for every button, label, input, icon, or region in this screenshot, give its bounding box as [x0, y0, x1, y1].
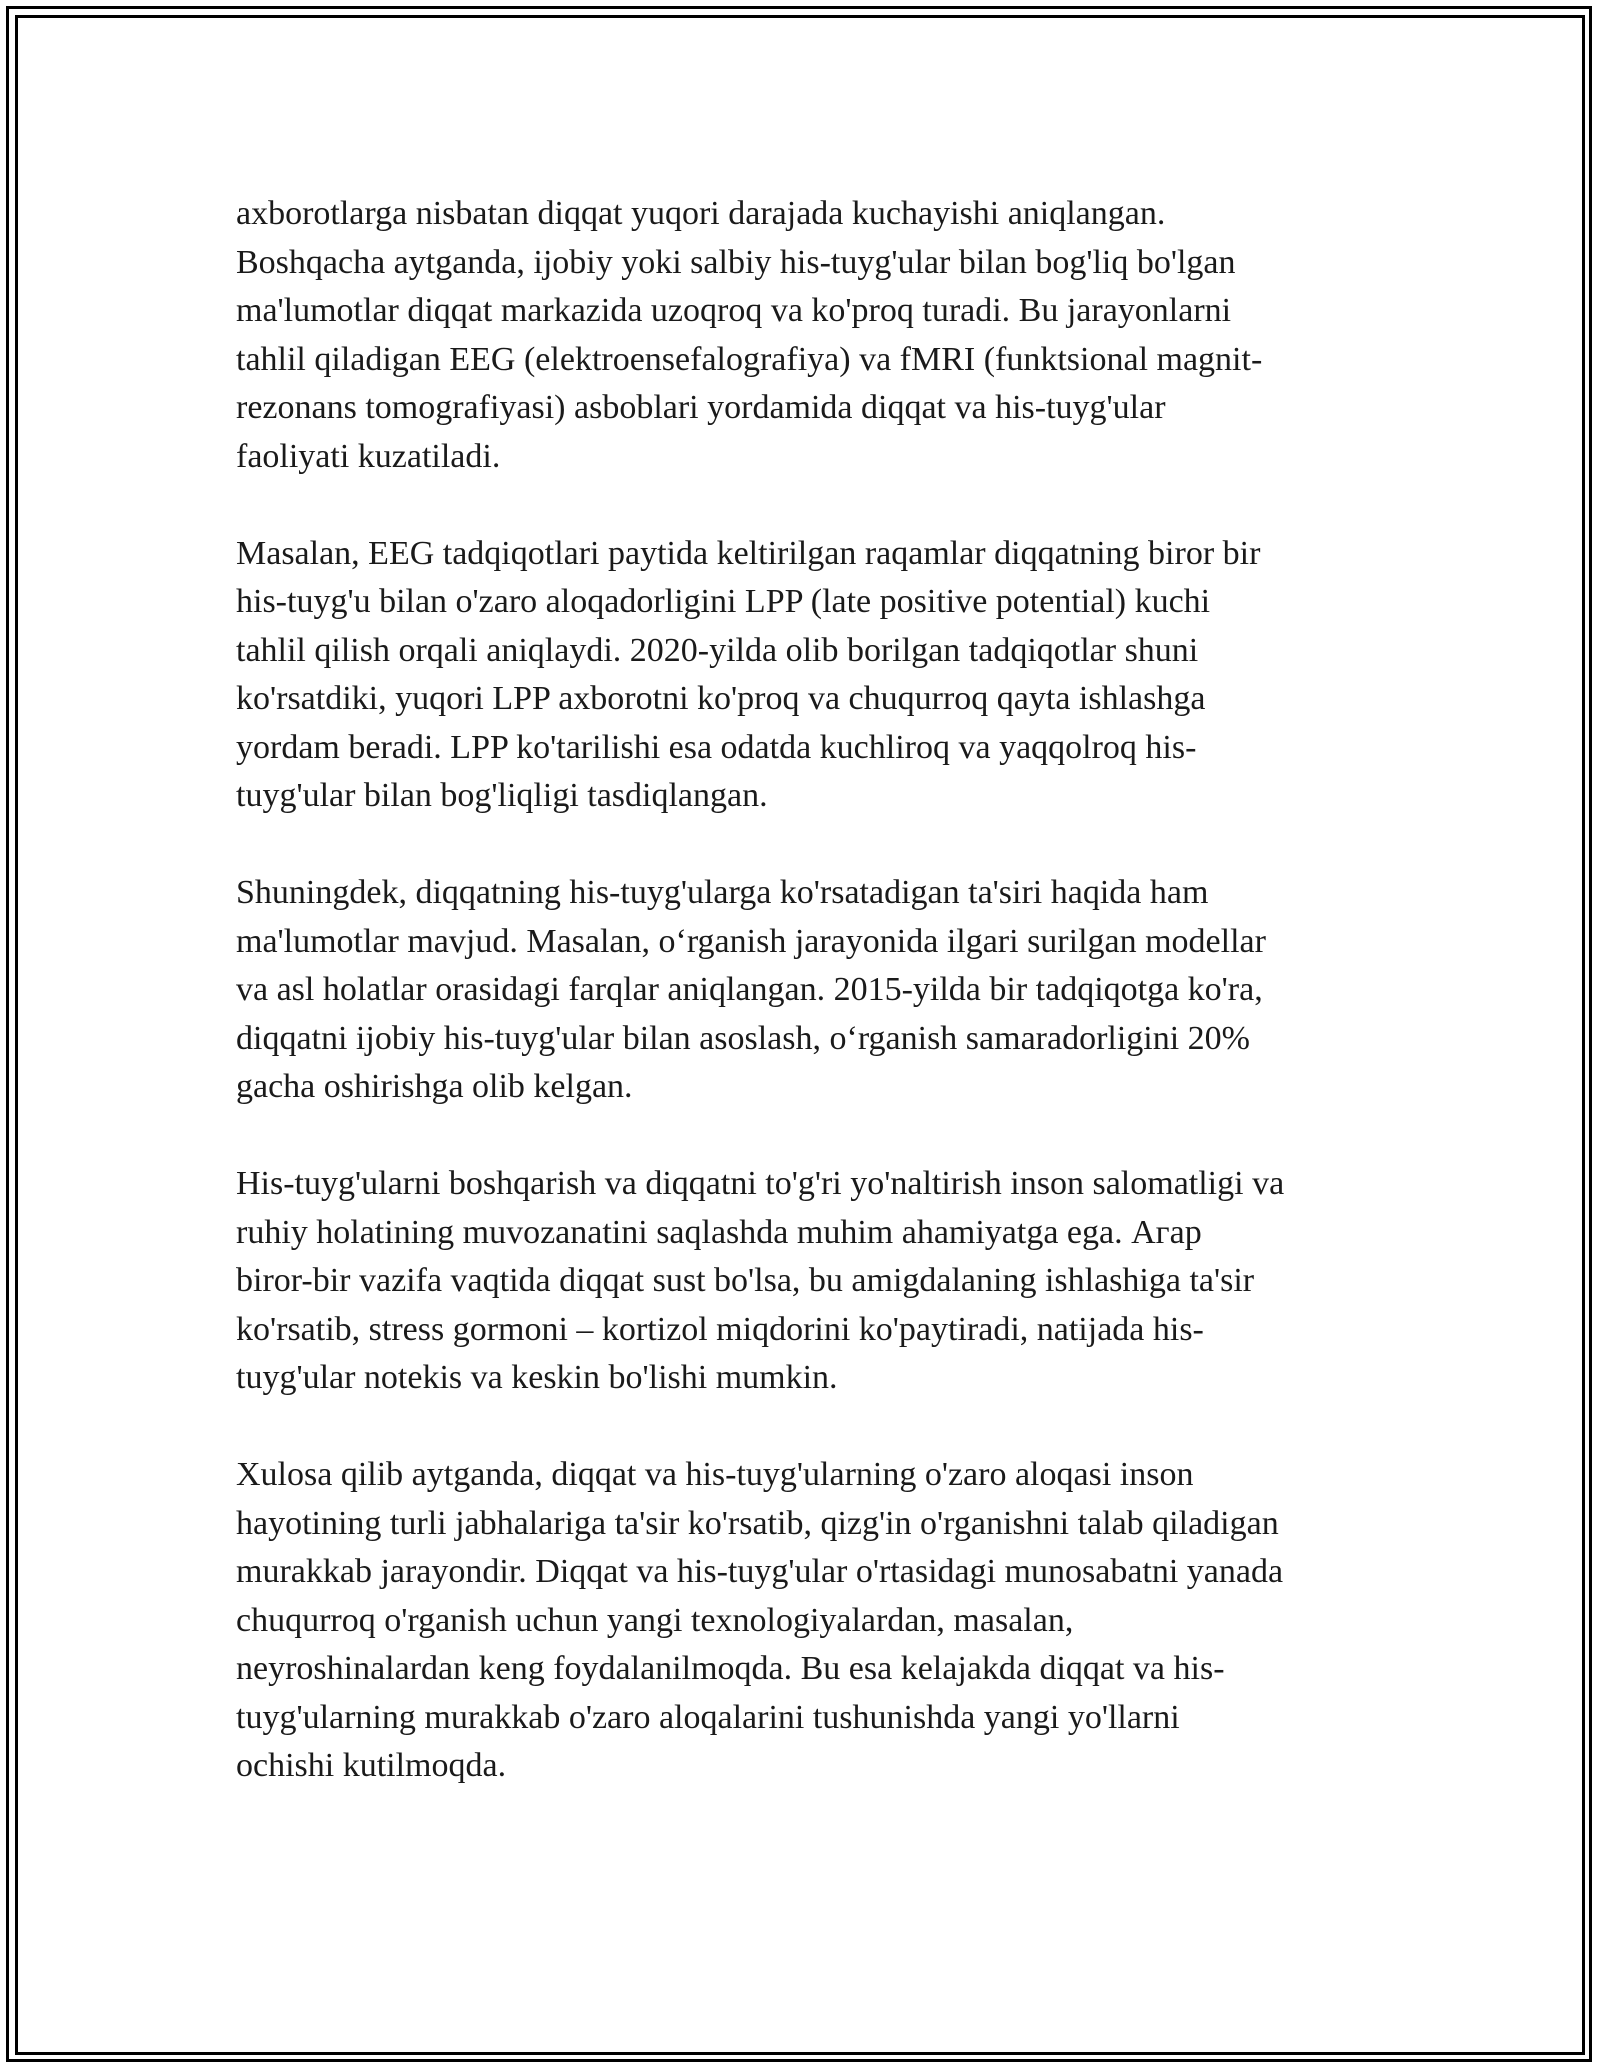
- paragraph-3: Shuningdek, diqqatning his-tuyg'ularga ko'rsatadigan ta'siri haqida ham ma'lumotlar mavjud. Masalan, o‘rganish jarayonida ilgari surilgan modellar va asl holatlar orasidagi farqlar aniqlangan. 2015-yilda bir tadqiqotga ko'ra, diqqatni ijobiy his-tuyg'ular bilan asoslash, o‘rganish samaradorligini 20% gacha oshirishga olib kelgan.: [236, 874, 1266, 1105]
- paragraph-5: Xulosa qilib aytganda, diqqat va his-tuyg'ularning o'zaro aloqasi inson hayotining turli jabhalariga ta'sir ko'rsatib, qizg'in o'rganishni talab qiladigan murakkab jarayondir. Diqqat va his-tuyg'ular o'rtasidagi munosabatni yanada chuqurroq o'rganish uchun yangi texnologiyalardan, masalan, neyroshinalardan keng foydalanilmoqda. Bu esa kelajakda diqqat va his- tuyg'ularning murakkab o'zaro aloqalarini tushunishda yangi yo'llarni ochishi kutilmoqda.: [236, 1456, 1284, 1784]
- paragraph-4: His-tuyg'ularni boshqarish va diqqatni to'g'ri yo'naltirish inson salomatligi va ruhiy holatining muvozanatini saqlashda muhim ahamiyatga ega. Агар biror-bir vazifa vaqtida diqqat sust bo'lsa, bu amigdalaning ishlashiga ta'sir ko'rsatib, stress gormoni – kortizol miqdorini ko'paytiradi, natijada his- tuyg'ular notekis va keskin bo'lishi mumkin.: [236, 1165, 1285, 1396]
- paragraph-2: Masalan, EEG tadqiqotlari paytida keltirilgan raqamlar diqqatning biror bir his-tuyg'u bilan o'zaro aloqadorligini LPP (late positive potential) kuchi tahlil qilish orqali aniqlaydi. 2020-yilda olib borilgan tadqiqotlar shuni ko'rsatdiki, yuqori LPP axborotni ko'proq va chuqurroq qayta ishlashga yordam beradi. LPP ko'tarilishi esa odatda kuchliroq va yaqqolroq his- tuyg'ular bilan bog'liqligi tasdiqlangan.: [236, 534, 1261, 814]
- paragraph-1: axborotlarga nisbatan diqqat yuqori darajada kuchayishi aniqlangan. Boshqacha aytganda, ijobiy yoki salbiy his-tuyg'ular bilan bog'liq bo'lgan ma'lumotlar diqqat markazida uzoqroq va ko'proq turadi. Bu jarayonlarni tahlil qiladigan EEG (elektroensefalografiya) va fMRI (funktsional magnit- rezonans tomografiyasi) asboblari yordamida diqqat va his-tuyg'ular faoliyati kuzatiladi.: [236, 195, 1263, 475]
- document-body: [236, 190, 1376, 1839]
